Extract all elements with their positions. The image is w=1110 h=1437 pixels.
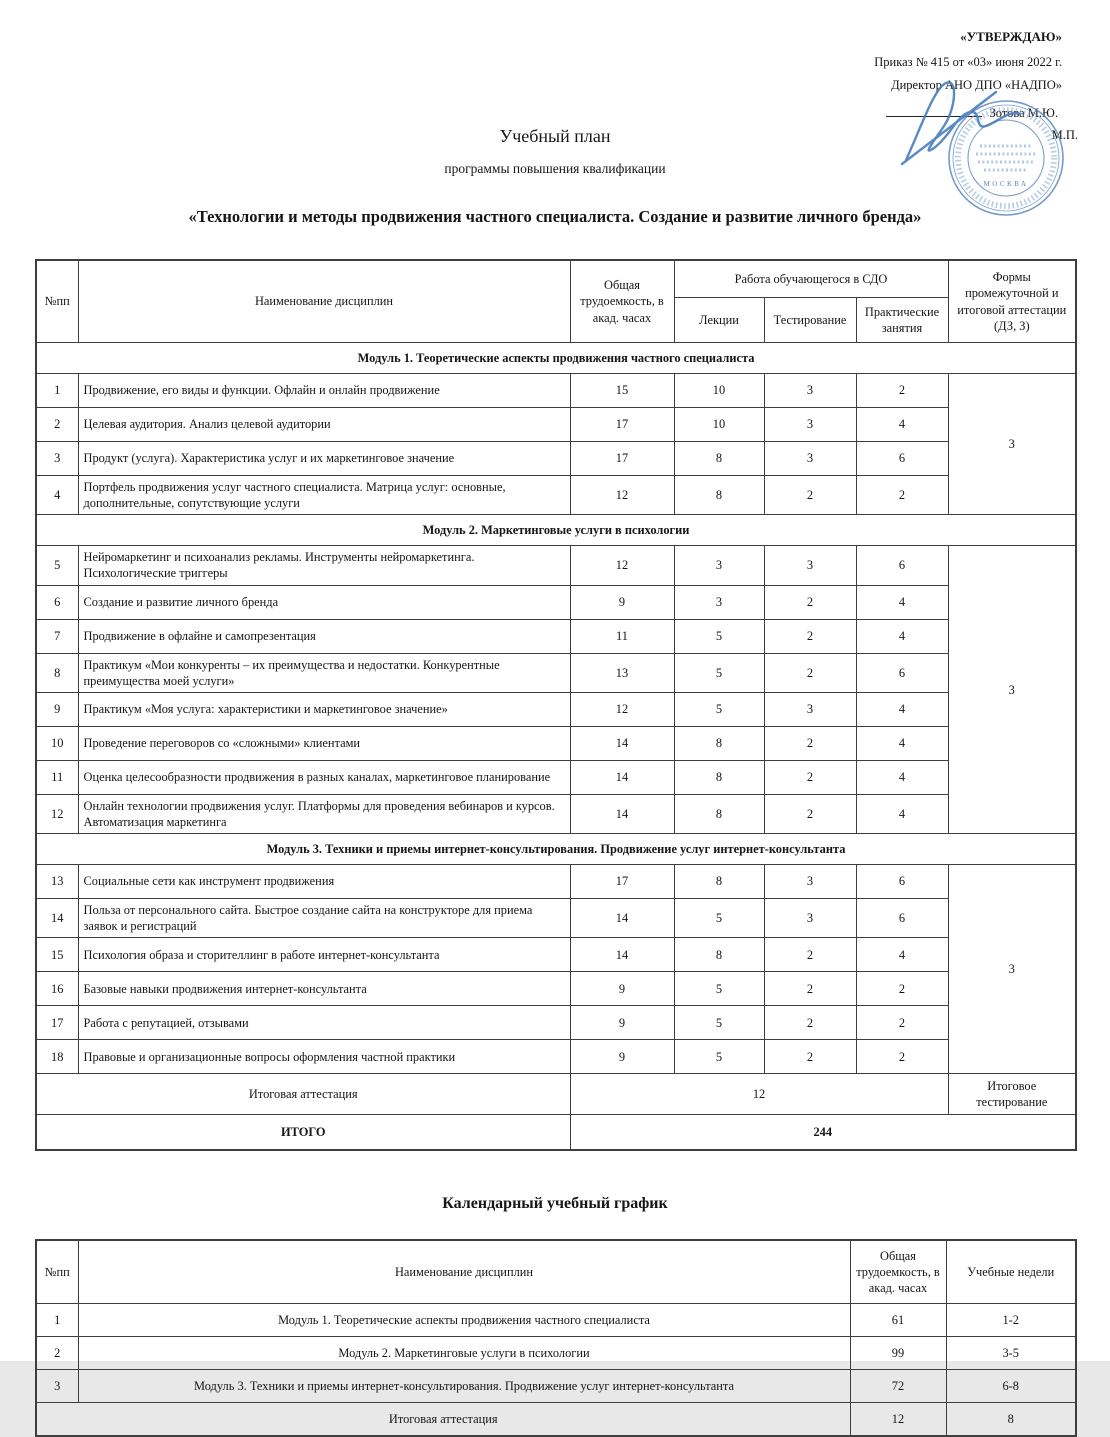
table-row bbox=[36, 692, 1076, 726]
cell-num: 10 bbox=[36, 726, 78, 760]
total-value: 244 bbox=[570, 1115, 1076, 1151]
cell-testing: 2 bbox=[764, 476, 856, 515]
cell-practice: 2 bbox=[856, 972, 948, 1006]
approve-label: «УТВЕРЖДАЮ» bbox=[960, 29, 1062, 44]
cell-practice: 2 bbox=[856, 476, 948, 515]
module-3-header: Модуль 3. Техники и приемы интернет-консультирования. Продвижение услуг интернет-консультанта bbox=[36, 834, 1076, 865]
cell-num: 3 bbox=[36, 442, 78, 476]
cell-practice: 2 bbox=[856, 374, 948, 408]
cell-weeks: 1-2 bbox=[946, 1304, 1076, 1337]
cell-hours: 12 bbox=[850, 1403, 946, 1437]
table-row bbox=[36, 726, 1076, 760]
approval-block bbox=[874, 30, 1062, 101]
cell-total: 17 bbox=[570, 865, 674, 899]
col-lectures: Лекции bbox=[674, 298, 764, 343]
table-row bbox=[36, 1304, 1076, 1337]
cell-discipline: Проведение переговоров со «сложными» клиентами bbox=[78, 726, 570, 760]
cell-testing: 3 bbox=[764, 546, 856, 585]
cell-discipline: Онлайн технологии продвижения услуг. Платформы для проведения вебинаров и курсов. Автоматизация маркетинга bbox=[78, 794, 570, 833]
cell-total: 9 bbox=[570, 1040, 674, 1074]
cell-practice: 4 bbox=[856, 408, 948, 442]
cell-lectures: 5 bbox=[674, 972, 764, 1006]
cell-testing: 3 bbox=[764, 408, 856, 442]
cell-discipline: Польза от персонального сайта. Быстрое создание сайта на конструкторе для приема заявок и регистраций bbox=[78, 899, 570, 938]
cell-practice: 4 bbox=[856, 794, 948, 833]
cal-col-weeks: Учебные недели bbox=[946, 1240, 1076, 1304]
cell-practice: 2 bbox=[856, 1006, 948, 1040]
cell-discipline: Практикум «Мои конкуренты – их преимущества и недостатки. Конкурентные преимущества моей услуги» bbox=[78, 653, 570, 692]
cell-lectures: 8 bbox=[674, 726, 764, 760]
cell-lectures: 8 bbox=[674, 476, 764, 515]
cell-testing: 3 bbox=[764, 692, 856, 726]
cell-practice: 4 bbox=[856, 760, 948, 794]
cal-col-discipline: Наименование дисциплин bbox=[78, 1240, 850, 1304]
page-title: Учебный план bbox=[499, 126, 611, 146]
cell-testing: 3 bbox=[764, 442, 856, 476]
cell-total: 13 bbox=[570, 653, 674, 692]
final-assessment-form: Итоговое тестирование bbox=[948, 1074, 1076, 1115]
cell-total: 9 bbox=[570, 1006, 674, 1040]
cell-lectures: 8 bbox=[674, 442, 764, 476]
module-1-header: Модуль 1. Теоретические аспекты продвижения частного специалиста bbox=[36, 343, 1076, 374]
cell-weeks: 6-8 bbox=[946, 1370, 1076, 1403]
curriculum-table bbox=[35, 259, 1077, 1151]
cell-discipline: Базовые навыки продвижения интернет-консультанта bbox=[78, 972, 570, 1006]
cell-discipline: Модуль 2. Маркетинговые услуги в психологии bbox=[78, 1337, 850, 1370]
table-row bbox=[36, 938, 1076, 972]
cell-num: 2 bbox=[36, 1337, 78, 1370]
cell-practice: 4 bbox=[856, 726, 948, 760]
table-row bbox=[36, 476, 1076, 515]
cell-practice: 2 bbox=[856, 1040, 948, 1074]
cell-testing: 2 bbox=[764, 726, 856, 760]
cell-discipline: Модуль 3. Техники и приемы интернет-консультирования. Продвижение услуг интернет-консультанта bbox=[78, 1370, 850, 1403]
cell-lectures: 8 bbox=[674, 938, 764, 972]
cell-hours: 72 bbox=[850, 1370, 946, 1403]
order-line: Приказ № 415 от «03» июня 2022 г. bbox=[874, 55, 1062, 69]
cell-num: 14 bbox=[36, 899, 78, 938]
cell-practice: 6 bbox=[856, 442, 948, 476]
cell-practice: 6 bbox=[856, 546, 948, 585]
cell-discipline: Оценка целесообразности продвижения в разных каналах, маркетинговое планирование bbox=[78, 760, 570, 794]
cell-total: 15 bbox=[570, 374, 674, 408]
cell-total: 14 bbox=[570, 760, 674, 794]
cell-practice: 6 bbox=[856, 899, 948, 938]
cell-lectures: 5 bbox=[674, 692, 764, 726]
cell-practice: 6 bbox=[856, 653, 948, 692]
col-discipline: Наименование дисциплин bbox=[78, 260, 570, 343]
table-row bbox=[36, 374, 1076, 408]
cell-testing: 2 bbox=[764, 760, 856, 794]
cell-lectures: 5 bbox=[674, 653, 764, 692]
cell-num: 9 bbox=[36, 692, 78, 726]
program-title: «Технологии и методы продвижения частного специалиста. Создание и развитие личного бренда» bbox=[188, 207, 922, 226]
cell-lectures: 5 bbox=[674, 899, 764, 938]
cell-lectures: 5 bbox=[674, 1040, 764, 1074]
cell-num: 6 bbox=[36, 585, 78, 619]
table-row bbox=[36, 1370, 1076, 1403]
cal-col-total-hours: Общая трудоемкость, в акад. часах bbox=[850, 1240, 946, 1304]
cell-lectures: 3 bbox=[674, 546, 764, 585]
module-2-header: Модуль 2. Маркетинговые услуги в психологии bbox=[36, 515, 1076, 546]
cell-testing: 3 bbox=[764, 374, 856, 408]
col-num: №пп bbox=[36, 260, 78, 343]
cell-lectures: 8 bbox=[674, 760, 764, 794]
cell-num: 7 bbox=[36, 619, 78, 653]
table-row bbox=[36, 899, 1076, 938]
cell-testing: 2 bbox=[764, 619, 856, 653]
table-row bbox=[36, 865, 1076, 899]
total-row bbox=[36, 1115, 1076, 1151]
cell-num: 8 bbox=[36, 653, 78, 692]
cell-discipline: Портфель продвижения услуг частного специалиста. Матрица услуг: основные, дополнительные, сопутствующие услуги bbox=[78, 476, 570, 515]
cell-testing: 2 bbox=[764, 938, 856, 972]
cell-discipline: Продвижение в офлайне и самопрезентация bbox=[78, 619, 570, 653]
cell-lectures: 3 bbox=[674, 585, 764, 619]
total-label: ИТОГО bbox=[36, 1115, 570, 1151]
cell-num: 12 bbox=[36, 794, 78, 833]
cell-num: 1 bbox=[36, 374, 78, 408]
cell-discipline: Создание и развитие личного бренда bbox=[78, 585, 570, 619]
cell-lectures: 8 bbox=[674, 794, 764, 833]
cell-module-assessment: 3 bbox=[948, 374, 1076, 515]
cell-total: 12 bbox=[570, 476, 674, 515]
cell-num: 11 bbox=[36, 760, 78, 794]
cell-testing: 2 bbox=[764, 794, 856, 833]
col-sdo-group: Работа обучающегося в СДО bbox=[674, 260, 948, 298]
cell-testing: 2 bbox=[764, 972, 856, 1006]
table-row bbox=[36, 546, 1076, 585]
cell-discipline: Продукт (услуга). Характеристика услуг и их маркетинговое значение bbox=[78, 442, 570, 476]
cell-num: 18 bbox=[36, 1040, 78, 1074]
cell-lectures: 10 bbox=[674, 408, 764, 442]
cell-module-assessment: 3 bbox=[948, 546, 1076, 834]
cell-testing: 2 bbox=[764, 653, 856, 692]
cell-total: 11 bbox=[570, 619, 674, 653]
cal-col-num: №пп bbox=[36, 1240, 78, 1304]
cell-testing: 2 bbox=[764, 585, 856, 619]
cell-lectures: 5 bbox=[674, 1006, 764, 1040]
cell-num: 4 bbox=[36, 476, 78, 515]
table-row bbox=[36, 653, 1076, 692]
table-row bbox=[36, 1006, 1076, 1040]
table-row bbox=[36, 619, 1076, 653]
cell-discipline: Нейромаркетинг и психоанализ рекламы. Инструменты нейромаркетинга. Психологические триггеры bbox=[78, 546, 570, 585]
cell-discipline: Практикум «Моя услуга: характеристики и маркетинговое значение» bbox=[78, 692, 570, 726]
signature-row bbox=[886, 106, 1058, 121]
cell-discipline: Психология образа и сторителлинг в работе интернет-консультанта bbox=[78, 938, 570, 972]
cell-weeks: 8 bbox=[946, 1403, 1076, 1437]
table-row bbox=[36, 760, 1076, 794]
table-row bbox=[36, 408, 1076, 442]
table-row bbox=[36, 442, 1076, 476]
calendar-table bbox=[35, 1239, 1077, 1437]
cell-testing: 3 bbox=[764, 865, 856, 899]
director-line: Директор АНО ДПО «НАДПО» bbox=[891, 77, 1062, 92]
cell-testing: 2 bbox=[764, 1040, 856, 1074]
cell-discipline: Социальные сети как инструмент продвижения bbox=[78, 865, 570, 899]
cell-total: 9 bbox=[570, 585, 674, 619]
cell-num: 17 bbox=[36, 1006, 78, 1040]
cell-total: 9 bbox=[570, 972, 674, 1006]
cell-num: 5 bbox=[36, 546, 78, 585]
cell-discipline: Продвижение, его виды и функции. Офлайн и онлайн продвижение bbox=[78, 374, 570, 408]
cell-module-assessment: 3 bbox=[948, 865, 1076, 1074]
cal-final-label: Итоговая аттестация bbox=[36, 1403, 850, 1437]
cell-num: 13 bbox=[36, 865, 78, 899]
cell-weeks: 3-5 bbox=[946, 1337, 1076, 1370]
cell-num: 2 bbox=[36, 408, 78, 442]
cell-total: 14 bbox=[570, 938, 674, 972]
cell-testing: 3 bbox=[764, 899, 856, 938]
cell-num: 15 bbox=[36, 938, 78, 972]
table-row bbox=[36, 1040, 1076, 1074]
cell-practice: 4 bbox=[856, 938, 948, 972]
cell-lectures: 10 bbox=[674, 374, 764, 408]
cell-testing: 2 bbox=[764, 1006, 856, 1040]
final-assessment-hours: 12 bbox=[570, 1074, 948, 1115]
cal-final-row bbox=[36, 1403, 1076, 1437]
cell-total: 12 bbox=[570, 692, 674, 726]
cell-practice: 4 bbox=[856, 585, 948, 619]
col-testing: Тестирование bbox=[764, 298, 856, 343]
director-name: Зотова М.Ю. bbox=[989, 106, 1058, 120]
col-practice: Практические занятия bbox=[856, 298, 948, 343]
cell-num: 3 bbox=[36, 1370, 78, 1403]
cell-hours: 99 bbox=[850, 1337, 946, 1370]
cell-lectures: 5 bbox=[674, 619, 764, 653]
stamp-city-label: МОСКВА bbox=[983, 180, 1029, 188]
cell-discipline: Модуль 1. Теоретические аспекты продвижения частного специалиста bbox=[78, 1304, 850, 1337]
page-subtitle: программы повышения квалификации bbox=[444, 161, 666, 176]
cell-hours: 61 bbox=[850, 1304, 946, 1337]
cell-practice: 4 bbox=[856, 692, 948, 726]
cell-total: 12 bbox=[570, 546, 674, 585]
cell-lectures: 8 bbox=[674, 865, 764, 899]
cell-total: 17 bbox=[570, 442, 674, 476]
seal-place-label: М.П. bbox=[1051, 128, 1078, 142]
cell-discipline: Работа с репутацией, отзывами bbox=[78, 1006, 570, 1040]
cell-total: 14 bbox=[570, 794, 674, 833]
col-assessment: Формы промежуточной и итоговой аттестации (ДЗ, З) bbox=[948, 260, 1076, 343]
cell-total: 14 bbox=[570, 726, 674, 760]
cell-num: 1 bbox=[36, 1304, 78, 1337]
table-row bbox=[36, 1337, 1076, 1370]
cell-total: 17 bbox=[570, 408, 674, 442]
signature-line bbox=[886, 116, 982, 117]
cell-practice: 6 bbox=[856, 865, 948, 899]
cell-total: 14 bbox=[570, 899, 674, 938]
table-row bbox=[36, 972, 1076, 1006]
table-row bbox=[36, 794, 1076, 833]
cell-practice: 4 bbox=[856, 619, 948, 653]
cell-discipline: Правовые и организационные вопросы оформления частной практики bbox=[78, 1040, 570, 1074]
cell-discipline: Целевая аудитория. Анализ целевой аудитории bbox=[78, 408, 570, 442]
col-total-hours: Общая трудоемкость, в акад. часах bbox=[570, 260, 674, 343]
cell-num: 16 bbox=[36, 972, 78, 1006]
final-assessment-row bbox=[36, 1074, 1076, 1115]
table-row bbox=[36, 585, 1076, 619]
calendar-title: Календарный учебный график bbox=[442, 1195, 668, 1213]
final-assessment-label: Итоговая аттестация bbox=[36, 1074, 570, 1115]
